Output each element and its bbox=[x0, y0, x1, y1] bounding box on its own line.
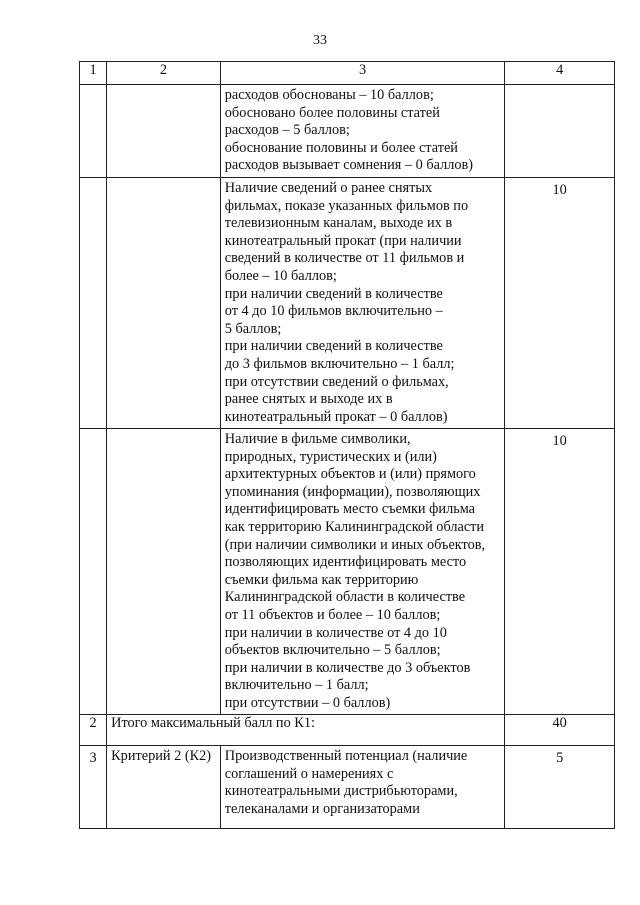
description-text: Наличие в фильме символики, природных, туристических и (или) архитектурных объектов и (или) прямого упоминания (информации), позволяющих идентифицировать место съемки фильма как территорию Калининградской области (при наличии символики и иных объектов, позволяющих идентифицировать место съемки фильма как территорию Калининградской области в количестве от 11 объектов и более – 10 баллов; при наличии в количестве от 4 до 10 объектов включительно – 5 баллов; при наличии в количестве до 3 объектов включительно – 1 балл; при отсутствии – 0 баллов) bbox=[224, 431, 486, 711]
score-value: 10 bbox=[552, 433, 567, 449]
header-cell-2: 2 bbox=[107, 62, 221, 85]
score-value: 5 bbox=[556, 750, 564, 766]
description-cell bbox=[220, 746, 505, 829]
description-cell bbox=[220, 85, 505, 178]
description-cell bbox=[220, 429, 505, 715]
criteria-table bbox=[79, 61, 615, 829]
description-text: Производственный потенциал (наличие соглашений о намерениях с кинотеатральными дистрибьюторами, телеканалами и организаторами bbox=[224, 748, 468, 817]
description-cell bbox=[220, 178, 505, 429]
description-text: Наличие сведений о ранее снятых фильмах, показе указанных фильмов по телевизионным каналам, выходе их в кинотеатральный прокат (при наличии сведений в количестве от 11 фильмов и более – 10 баллов; при наличии сведений в количестве от 4 до 10 фильмов включительно – 5 баллов; при наличии сведений в количестве до 3 фильмов включительно – 1 балл; при отсутствии сведений о фильмах, ранее снятых и выходе их в кинотеатральный прокат – 0 баллов) bbox=[224, 180, 469, 425]
score-cell bbox=[505, 746, 615, 829]
header-cell-1: 1 bbox=[80, 62, 107, 85]
table-row bbox=[80, 746, 615, 829]
criterion-cell bbox=[107, 746, 221, 829]
total-label: Итого максимальный балл по К1: bbox=[111, 715, 315, 731]
criterion-cell bbox=[107, 429, 221, 715]
header-cell-4: 4 bbox=[505, 62, 615, 85]
table-row bbox=[80, 85, 615, 178]
score-cell bbox=[505, 429, 615, 715]
row-number-cell bbox=[80, 178, 107, 429]
row-number-cell: 2 bbox=[80, 715, 107, 746]
row-number-cell bbox=[80, 85, 107, 178]
criterion-label: Критерий 2 (К2) bbox=[111, 748, 212, 764]
total-score-value: 40 bbox=[552, 715, 567, 731]
description-text: расходов обоснованы – 10 баллов; обосновано более половины статей расходов – 5 баллов; обоснование половины и более статей расходов вызывает сомнения – 0 баллов) bbox=[224, 87, 474, 174]
score-value: 10 bbox=[552, 182, 567, 198]
score-cell bbox=[505, 85, 615, 178]
page-number: 33 bbox=[313, 33, 327, 48]
total-label-cell bbox=[107, 715, 505, 746]
total-row bbox=[80, 715, 615, 746]
row-number-cell: 3 bbox=[80, 746, 107, 829]
score-cell bbox=[505, 715, 615, 746]
criterion-cell bbox=[107, 178, 221, 429]
table-row bbox=[80, 178, 615, 429]
header-cell-3: 3 bbox=[220, 62, 505, 85]
score-cell bbox=[505, 178, 615, 429]
table-row bbox=[80, 429, 615, 715]
row-number-cell bbox=[80, 429, 107, 715]
table-header-row bbox=[80, 62, 615, 85]
criterion-cell bbox=[107, 85, 221, 178]
